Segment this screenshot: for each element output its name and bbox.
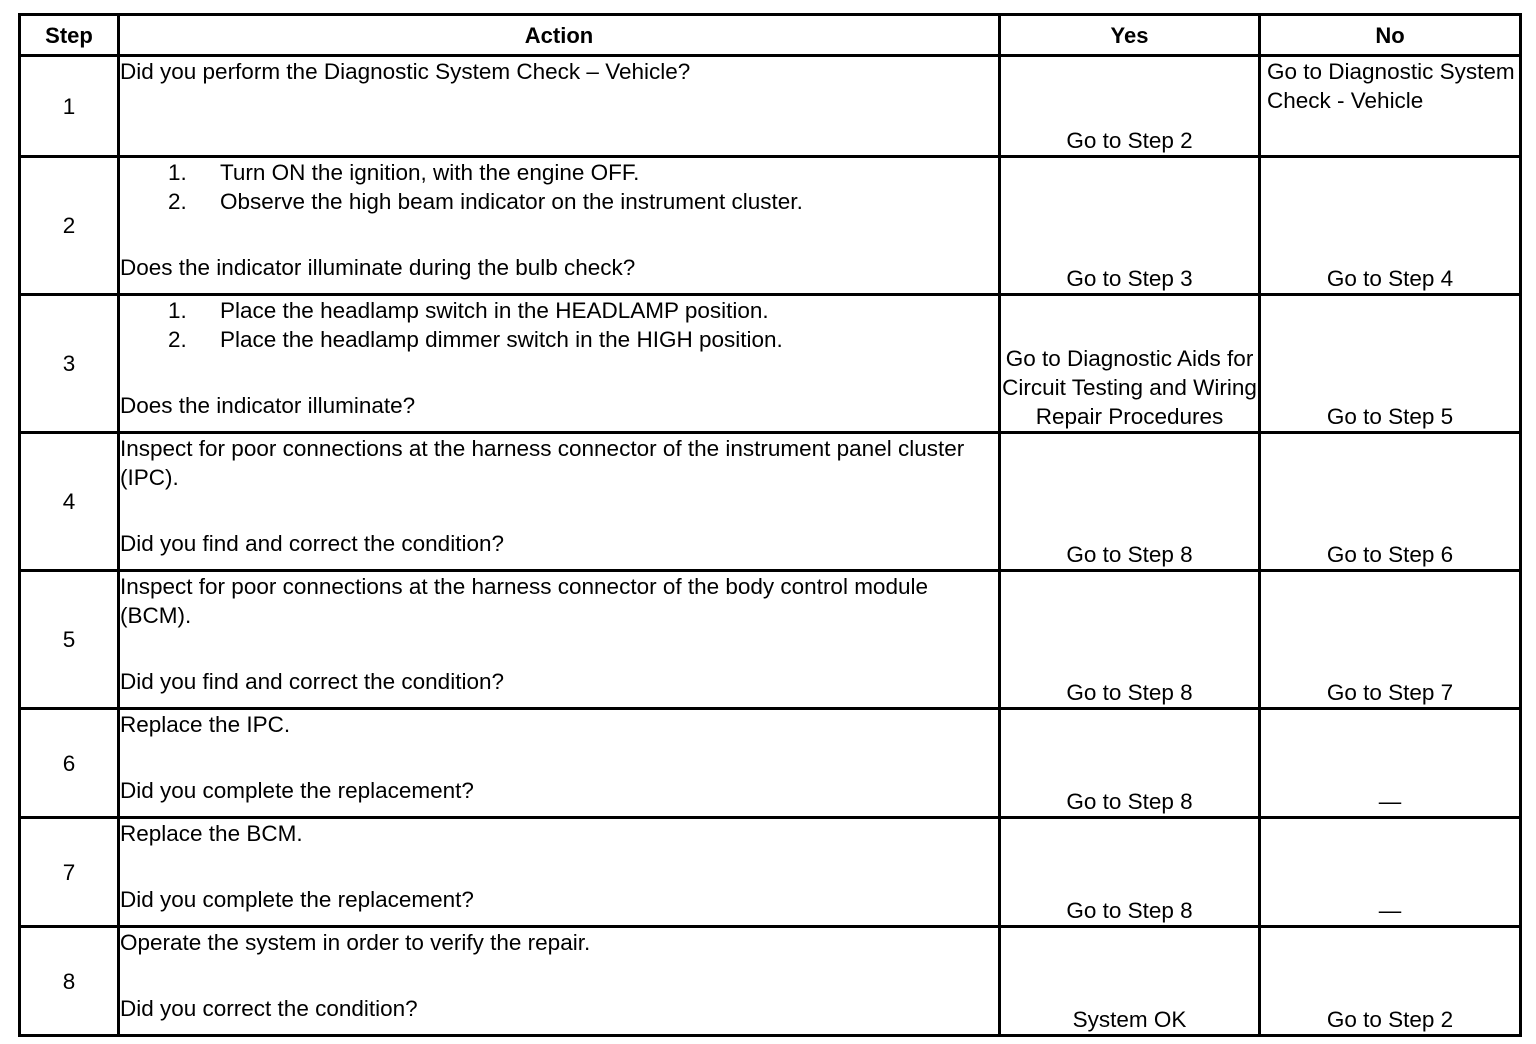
table-row (20, 157, 1521, 295)
list-item: 1. Turn ON the ignition, with the engine OFF. (168, 160, 640, 185)
no-cell: Go to Step 4 (1260, 157, 1521, 295)
action-steps (120, 158, 998, 216)
yes-cell: Go to Step 8 (1000, 818, 1260, 927)
no-cell: — (1260, 709, 1521, 818)
step-number: 6 (20, 709, 119, 818)
list-item: 2. Place the headlamp dimmer switch in the HIGH position. (168, 327, 783, 352)
action-cell (119, 56, 1000, 157)
action-cell (119, 433, 1000, 571)
action-instruction: Replace the BCM. (120, 821, 303, 846)
list-item: 1. Place the headlamp switch in the HEADLAMP position. (168, 298, 769, 323)
no-cell: Go to Diagnostic System Check - Vehicle (1260, 56, 1521, 157)
action-question: Did you perform the Diagnostic System Check – Vehicle? (120, 59, 691, 84)
action-cell (119, 818, 1000, 927)
table-row (20, 927, 1521, 1036)
yes-cell: Go to Diagnostic Aids for Circuit Testing and Wiring Repair Procedures (1000, 295, 1260, 433)
no-cell: — (1260, 818, 1521, 927)
table-row (20, 56, 1521, 157)
step-number: 2 (20, 157, 119, 295)
action-instruction: Replace the IPC. (120, 712, 291, 737)
header-no: No (1260, 15, 1521, 56)
table-row (20, 818, 1521, 927)
action-instruction: Inspect for poor connections at the harness connector of the body control module (BCM). (120, 574, 928, 628)
table-row (20, 571, 1521, 709)
yes-cell: Go to Step 8 (1000, 433, 1260, 571)
diagnostic-table (18, 13, 1522, 1037)
header-yes: Yes (1000, 15, 1260, 56)
yes-cell: Go to Step 3 (1000, 157, 1260, 295)
action-question: Did you complete the replacement? (120, 887, 474, 912)
step-number: 4 (20, 433, 119, 571)
action-instruction: Operate the system in order to verify the repair. (120, 930, 591, 955)
action-cell (119, 709, 1000, 818)
header-action: Action (119, 15, 1000, 56)
list-item: 2. Observe the high beam indicator on the instrument cluster. (168, 189, 803, 214)
action-cell (119, 571, 1000, 709)
action-cell (119, 157, 1000, 295)
yes-cell: Go to Step 2 (1000, 56, 1260, 157)
action-instruction: Inspect for poor connections at the harness connector of the instrument panel cluster (IPC). (120, 436, 965, 490)
action-question: Does the indicator illuminate during the bulb check? (120, 255, 636, 280)
action-cell (119, 927, 1000, 1036)
yes-cell: Go to Step 8 (1000, 571, 1260, 709)
no-cell: Go to Step 5 (1260, 295, 1521, 433)
step-number: 3 (20, 295, 119, 433)
step-number: 1 (20, 56, 119, 157)
no-cell: Go to Step 7 (1260, 571, 1521, 709)
action-question: Does the indicator illuminate? (120, 393, 416, 418)
yes-cell: Go to Step 8 (1000, 709, 1260, 818)
header-step: Step (20, 15, 119, 56)
yes-cell: System OK (1000, 927, 1260, 1036)
step-number: 7 (20, 818, 119, 927)
step-number: 5 (20, 571, 119, 709)
no-cell: Go to Step 6 (1260, 433, 1521, 571)
header-row (20, 15, 1521, 56)
step-number: 8 (20, 927, 119, 1036)
table-row (20, 295, 1521, 433)
action-cell (119, 295, 1000, 433)
no-cell: Go to Step 2 (1260, 927, 1521, 1036)
action-question: Did you correct the condition? (120, 996, 418, 1021)
table-row (20, 709, 1521, 818)
action-question: Did you find and correct the condition? (120, 669, 504, 694)
table-row (20, 433, 1521, 571)
action-steps (120, 296, 998, 354)
action-question: Did you find and correct the condition? (120, 531, 504, 556)
action-question: Did you complete the replacement? (120, 778, 474, 803)
